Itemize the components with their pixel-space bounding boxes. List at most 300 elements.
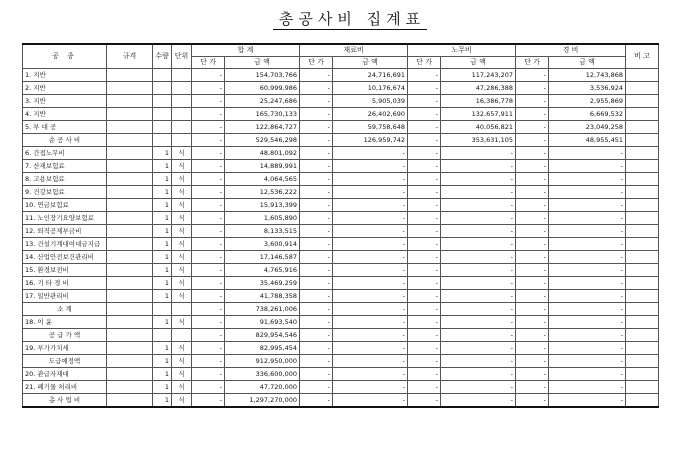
cell-remark — [626, 342, 659, 355]
cell-qty: 1 — [153, 316, 172, 329]
cell-expense-unit-price: - — [516, 394, 549, 408]
cell-expense-unit-price: - — [516, 381, 549, 394]
cell-expense-unit-price: - — [516, 95, 549, 108]
cell-spec — [107, 82, 153, 95]
header-expense: 경 비 — [516, 44, 626, 57]
cell-total-unit-price: - — [192, 251, 225, 264]
table-row — [23, 186, 659, 199]
cell-material-amount: - — [333, 394, 408, 408]
cell-material-amount: - — [333, 212, 408, 225]
cell-spec — [107, 303, 153, 316]
table-row — [23, 355, 659, 368]
cell-expense-amount: - — [549, 316, 626, 329]
cell-material-unit-price: - — [300, 329, 333, 342]
cell-expense-amount: - — [549, 290, 626, 303]
table-row — [23, 290, 659, 303]
cell-material-unit-price: - — [300, 199, 333, 212]
header-qty: 수량 — [153, 44, 172, 69]
table-row — [23, 160, 659, 173]
cell-remark — [626, 316, 659, 329]
cell-material-unit-price: - — [300, 186, 333, 199]
cell-material-unit-price: - — [300, 134, 333, 147]
cell-unit: 식 — [172, 290, 192, 303]
cell-work-name: 21. 폐기물 처리비 — [23, 381, 107, 394]
cell-spec — [107, 264, 153, 277]
cell-expense-unit-price: - — [516, 251, 549, 264]
cell-remark — [626, 82, 659, 95]
cell-expense-amount: - — [549, 342, 626, 355]
cell-unit: 식 — [172, 368, 192, 381]
cost-summary-table — [22, 43, 659, 408]
cell-work-name: 11. 노인장기요양보험료 — [23, 212, 107, 225]
cell-qty: 1 — [153, 290, 172, 303]
cell-material-amount: - — [333, 355, 408, 368]
cell-total-unit-price: - — [192, 394, 225, 408]
cell-labor-amount: - — [441, 329, 516, 342]
cell-expense-amount: - — [549, 264, 626, 277]
cell-labor-unit-price: - — [408, 251, 441, 264]
cell-total-amount: 4,765,916 — [225, 264, 300, 277]
cell-total-unit-price: - — [192, 95, 225, 108]
cell-remark — [626, 303, 659, 316]
table-row — [23, 251, 659, 264]
cell-qty: 1 — [153, 277, 172, 290]
subheader-amount: 금 액 — [441, 57, 516, 69]
table-row — [23, 381, 659, 394]
cell-total-unit-price: - — [192, 316, 225, 329]
cell-labor-unit-price: - — [408, 329, 441, 342]
cell-qty — [153, 329, 172, 342]
header-unit: 단위 — [172, 44, 192, 69]
cell-labor-unit-price: - — [408, 316, 441, 329]
cell-total-unit-price: - — [192, 199, 225, 212]
cell-unit: 식 — [172, 394, 192, 408]
cell-unit — [172, 121, 192, 134]
cell-remark — [626, 225, 659, 238]
cell-material-unit-price: - — [300, 316, 333, 329]
cell-expense-amount: - — [549, 303, 626, 316]
table-row — [23, 303, 659, 316]
cell-labor-amount: - — [441, 225, 516, 238]
cell-expense-unit-price: - — [516, 303, 549, 316]
cell-unit: 식 — [172, 381, 192, 394]
cell-material-amount: - — [333, 277, 408, 290]
cell-qty: 1 — [153, 199, 172, 212]
cell-qty: 1 — [153, 251, 172, 264]
cell-expense-amount: - — [549, 199, 626, 212]
cell-expense-amount: - — [549, 368, 626, 381]
cell-expense-unit-price: - — [516, 121, 549, 134]
cell-total-amount: 48,801,092 — [225, 147, 300, 160]
cell-total-unit-price: - — [192, 368, 225, 381]
table-row — [23, 121, 659, 134]
cell-remark — [626, 368, 659, 381]
cell-expense-unit-price: - — [516, 355, 549, 368]
cell-total-amount: 3,600,914 — [225, 238, 300, 251]
cell-total-unit-price: - — [192, 238, 225, 251]
cell-labor-amount: 47,286,388 — [441, 82, 516, 95]
cell-total-amount: 738,261,006 — [225, 303, 300, 316]
cell-expense-amount: - — [549, 160, 626, 173]
cell-unit: 식 — [172, 251, 192, 264]
cell-expense-unit-price: - — [516, 329, 549, 342]
cell-spec — [107, 69, 153, 82]
cell-labor-amount: - — [441, 316, 516, 329]
cell-remark — [626, 355, 659, 368]
cell-expense-unit-price: - — [516, 238, 549, 251]
cell-total-unit-price: - — [192, 147, 225, 160]
cell-total-unit-price: - — [192, 264, 225, 277]
cell-work-name: 7. 산재보험료 — [23, 160, 107, 173]
subheader-unit-price: 단 가 — [516, 57, 549, 69]
cell-expense-unit-price: - — [516, 173, 549, 186]
cell-total-unit-price: - — [192, 160, 225, 173]
cell-unit: 식 — [172, 186, 192, 199]
cell-material-unit-price: - — [300, 225, 333, 238]
cell-labor-unit-price: - — [408, 238, 441, 251]
cell-work-name: 6. 간접노무비 — [23, 147, 107, 160]
table-row — [23, 134, 659, 147]
cell-material-amount: 126,959,742 — [333, 134, 408, 147]
cell-unit — [172, 329, 192, 342]
cell-remark — [626, 290, 659, 303]
cell-material-amount: - — [333, 290, 408, 303]
cell-material-unit-price: - — [300, 212, 333, 225]
cell-expense-amount: 48,955,451 — [549, 134, 626, 147]
table-row — [23, 329, 659, 342]
cell-labor-amount: - — [441, 342, 516, 355]
cell-unit: 식 — [172, 238, 192, 251]
cell-labor-amount: - — [441, 199, 516, 212]
cell-expense-unit-price: - — [516, 69, 549, 82]
cell-spec — [107, 199, 153, 212]
cell-total-amount: 35,469,259 — [225, 277, 300, 290]
cell-labor-unit-price: - — [408, 186, 441, 199]
cell-labor-amount: 353,631,105 — [441, 134, 516, 147]
cell-labor-amount: - — [441, 160, 516, 173]
cell-total-unit-price: - — [192, 134, 225, 147]
cell-total-amount: 25,247,686 — [225, 95, 300, 108]
cell-expense-amount: - — [549, 251, 626, 264]
cell-expense-unit-price: - — [516, 316, 549, 329]
cell-labor-unit-price: - — [408, 95, 441, 108]
cell-remark — [626, 108, 659, 121]
cell-remark — [626, 95, 659, 108]
cell-labor-unit-price: - — [408, 147, 441, 160]
cell-material-amount: - — [333, 368, 408, 381]
cell-material-amount: - — [333, 251, 408, 264]
cell-total-amount: 47,720,000 — [225, 381, 300, 394]
cell-remark — [626, 160, 659, 173]
cell-qty: 1 — [153, 368, 172, 381]
cell-remark — [626, 394, 659, 408]
table-row — [23, 147, 659, 160]
cell-remark — [626, 186, 659, 199]
cell-remark — [626, 212, 659, 225]
cell-spec — [107, 329, 153, 342]
cell-material-unit-price: - — [300, 381, 333, 394]
cell-remark — [626, 199, 659, 212]
cell-unit — [172, 69, 192, 82]
cell-material-amount: - — [333, 238, 408, 251]
cell-expense-unit-price: - — [516, 212, 549, 225]
cell-total-amount: 41,788,358 — [225, 290, 300, 303]
cell-total-amount: 60,999,986 — [225, 82, 300, 95]
cell-remark — [626, 121, 659, 134]
cell-material-unit-price: - — [300, 394, 333, 408]
cell-total-amount: 8,133,515 — [225, 225, 300, 238]
header-labor: 노무비 — [408, 44, 516, 57]
cell-spec — [107, 95, 153, 108]
cell-material-unit-price: - — [300, 69, 333, 82]
cell-spec — [107, 381, 153, 394]
cell-spec — [107, 368, 153, 381]
cell-labor-unit-price: - — [408, 82, 441, 95]
table-row — [23, 238, 659, 251]
cell-qty: 1 — [153, 394, 172, 408]
cell-total-amount: 91,693,540 — [225, 316, 300, 329]
cell-total-amount: 82,995,454 — [225, 342, 300, 355]
cell-total-unit-price: - — [192, 329, 225, 342]
cell-work-name: 20. 관급자재대 — [23, 368, 107, 381]
cell-material-amount: - — [333, 342, 408, 355]
cell-total-unit-price: - — [192, 290, 225, 303]
cell-qty — [153, 134, 172, 147]
cell-total-amount: 529,546,298 — [225, 134, 300, 147]
cell-expense-amount: - — [549, 329, 626, 342]
cell-expense-amount: - — [549, 394, 626, 408]
cell-material-amount: 5,905,039 — [333, 95, 408, 108]
cell-total-unit-price: - — [192, 69, 225, 82]
cell-spec — [107, 355, 153, 368]
cell-labor-amount: - — [441, 355, 516, 368]
cell-material-unit-price: - — [300, 173, 333, 186]
cell-labor-unit-price: - — [408, 264, 441, 277]
cell-total-unit-price: - — [192, 277, 225, 290]
cell-remark — [626, 238, 659, 251]
subheader-unit-price: 단 가 — [192, 57, 225, 69]
cell-total-amount: 14,889,991 — [225, 160, 300, 173]
cell-material-unit-price: - — [300, 277, 333, 290]
cell-material-amount: - — [333, 160, 408, 173]
cell-work-name: 4. 지반 — [23, 108, 107, 121]
cell-unit: 식 — [172, 225, 192, 238]
cell-labor-unit-price: - — [408, 134, 441, 147]
cell-material-amount: 10,176,674 — [333, 82, 408, 95]
cell-material-amount: - — [333, 173, 408, 186]
cell-work-name: 13. 건설기계대여대금지급 — [23, 238, 107, 251]
cell-material-amount: 24,716,691 — [333, 69, 408, 82]
cell-unit — [172, 134, 192, 147]
cell-spec — [107, 108, 153, 121]
cell-labor-amount: - — [441, 303, 516, 316]
table-row — [23, 225, 659, 238]
cell-material-amount: - — [333, 225, 408, 238]
cell-labor-unit-price: - — [408, 381, 441, 394]
cell-spec — [107, 173, 153, 186]
cell-expense-amount: - — [549, 277, 626, 290]
cell-expense-amount: - — [549, 355, 626, 368]
cell-total-unit-price: - — [192, 381, 225, 394]
cell-material-unit-price: - — [300, 82, 333, 95]
cell-qty: 1 — [153, 342, 172, 355]
cell-remark — [626, 134, 659, 147]
header-work: 공 종 — [23, 44, 107, 69]
cell-material-unit-price: - — [300, 368, 333, 381]
cell-qty — [153, 82, 172, 95]
cell-spec — [107, 277, 153, 290]
cell-material-amount: - — [333, 303, 408, 316]
cell-expense-amount: - — [549, 173, 626, 186]
cell-material-amount: - — [333, 147, 408, 160]
cell-spec — [107, 225, 153, 238]
cell-expense-amount: - — [549, 381, 626, 394]
subheader-amount: 금 액 — [333, 57, 408, 69]
cell-expense-unit-price: - — [516, 290, 549, 303]
cell-total-unit-price: - — [192, 173, 225, 186]
cell-expense-amount: 6,669,532 — [549, 108, 626, 121]
cell-expense-unit-price: - — [516, 225, 549, 238]
cell-unit: 식 — [172, 212, 192, 225]
cell-work-name: 10. 연금보험료 — [23, 199, 107, 212]
cell-work-name: 9. 건강보험료 — [23, 186, 107, 199]
cell-total-unit-price: - — [192, 121, 225, 134]
cell-material-amount: - — [333, 329, 408, 342]
document-title: 총공사비 집계표 — [0, 8, 700, 29]
cell-total-unit-price: - — [192, 355, 225, 368]
cell-expense-unit-price: - — [516, 160, 549, 173]
cell-spec — [107, 251, 153, 264]
cell-expense-amount: 12,743,868 — [549, 69, 626, 82]
cell-labor-amount: - — [441, 277, 516, 290]
cell-qty: 1 — [153, 160, 172, 173]
cell-qty: 1 — [153, 381, 172, 394]
cell-labor-amount: - — [441, 251, 516, 264]
cell-labor-amount: 16,386,778 — [441, 95, 516, 108]
cell-unit: 식 — [172, 316, 192, 329]
cell-spec — [107, 342, 153, 355]
cell-unit: 식 — [172, 199, 192, 212]
cell-total-amount: 122,864,727 — [225, 121, 300, 134]
cell-unit: 식 — [172, 264, 192, 277]
cell-expense-unit-price: - — [516, 147, 549, 160]
cell-remark — [626, 277, 659, 290]
cell-spec — [107, 121, 153, 134]
subheader-amount: 금 액 — [549, 57, 626, 69]
cell-work-name: 12. 퇴직공제부금비 — [23, 225, 107, 238]
cell-material-amount: - — [333, 186, 408, 199]
cell-total-unit-price: - — [192, 82, 225, 95]
cell-expense-unit-price: - — [516, 186, 549, 199]
cell-labor-amount: - — [441, 264, 516, 277]
cell-qty: 1 — [153, 238, 172, 251]
cell-work-name: 2. 지반 — [23, 82, 107, 95]
table-row — [23, 316, 659, 329]
subheader-amount: 금 액 — [225, 57, 300, 69]
cell-total-unit-price: - — [192, 225, 225, 238]
cell-expense-amount: - — [549, 238, 626, 251]
table-row — [23, 342, 659, 355]
cell-material-unit-price: - — [300, 264, 333, 277]
cell-qty — [153, 69, 172, 82]
cell-spec — [107, 147, 153, 160]
header-remark: 비 고 — [626, 44, 659, 69]
table-row — [23, 69, 659, 82]
cell-material-amount: 26,402,690 — [333, 108, 408, 121]
cell-expense-amount: 2,955,869 — [549, 95, 626, 108]
cell-expense-unit-price: - — [516, 264, 549, 277]
cell-unit — [172, 303, 192, 316]
cell-qty: 1 — [153, 355, 172, 368]
cell-labor-amount: - — [441, 173, 516, 186]
cell-total-amount: 1,297,270,000 — [225, 394, 300, 408]
cell-labor-unit-price: - — [408, 290, 441, 303]
cell-work-name: 3. 지반 — [23, 95, 107, 108]
cell-expense-amount: - — [549, 147, 626, 160]
cell-total-unit-price: - — [192, 186, 225, 199]
cell-unit — [172, 108, 192, 121]
cell-labor-unit-price: - — [408, 212, 441, 225]
cell-labor-amount: 132,657,911 — [441, 108, 516, 121]
cell-expense-amount: - — [549, 186, 626, 199]
cell-total-amount: 17,146,587 — [225, 251, 300, 264]
cell-spec — [107, 160, 153, 173]
cell-material-unit-price: - — [300, 147, 333, 160]
cell-remark — [626, 147, 659, 160]
cell-expense-amount: 23,049,258 — [549, 121, 626, 134]
table-row — [23, 95, 659, 108]
cell-spec — [107, 212, 153, 225]
cell-labor-unit-price: - — [408, 342, 441, 355]
cell-labor-unit-price: - — [408, 225, 441, 238]
table-row — [23, 173, 659, 186]
cell-qty: 1 — [153, 186, 172, 199]
cell-work-name: 5. 부 대 공 — [23, 121, 107, 134]
cell-labor-amount: - — [441, 238, 516, 251]
cell-labor-amount: - — [441, 394, 516, 408]
cell-labor-unit-price: - — [408, 160, 441, 173]
cell-material-amount: - — [333, 199, 408, 212]
cell-labor-amount: - — [441, 186, 516, 199]
cell-expense-unit-price: - — [516, 134, 549, 147]
cell-material-unit-price: - — [300, 121, 333, 134]
table-row — [23, 277, 659, 290]
cell-total-amount: 12,536,222 — [225, 186, 300, 199]
cell-labor-unit-price: - — [408, 199, 441, 212]
cell-total-amount: 1,605,890 — [225, 212, 300, 225]
cell-total-amount: 912,950,000 — [225, 355, 300, 368]
cell-work-name: 1. 지반 — [23, 69, 107, 82]
cell-qty — [153, 303, 172, 316]
cell-expense-unit-price: - — [516, 199, 549, 212]
cell-qty: 1 — [153, 173, 172, 186]
cell-total-unit-price: - — [192, 108, 225, 121]
cell-material-amount: - — [333, 264, 408, 277]
table-row — [23, 394, 659, 408]
cell-expense-unit-price: - — [516, 82, 549, 95]
cell-labor-amount: - — [441, 381, 516, 394]
cell-labor-unit-price: - — [408, 394, 441, 408]
cell-work-name: 순 공 사 비 — [23, 134, 107, 147]
cell-spec — [107, 134, 153, 147]
cell-unit: 식 — [172, 355, 192, 368]
cell-labor-amount: 40,056,821 — [441, 121, 516, 134]
cell-work-name: 15. 환경보전비 — [23, 264, 107, 277]
cell-material-unit-price: - — [300, 342, 333, 355]
cell-material-amount: - — [333, 316, 408, 329]
cell-labor-unit-price: - — [408, 108, 441, 121]
cell-total-unit-price: - — [192, 212, 225, 225]
